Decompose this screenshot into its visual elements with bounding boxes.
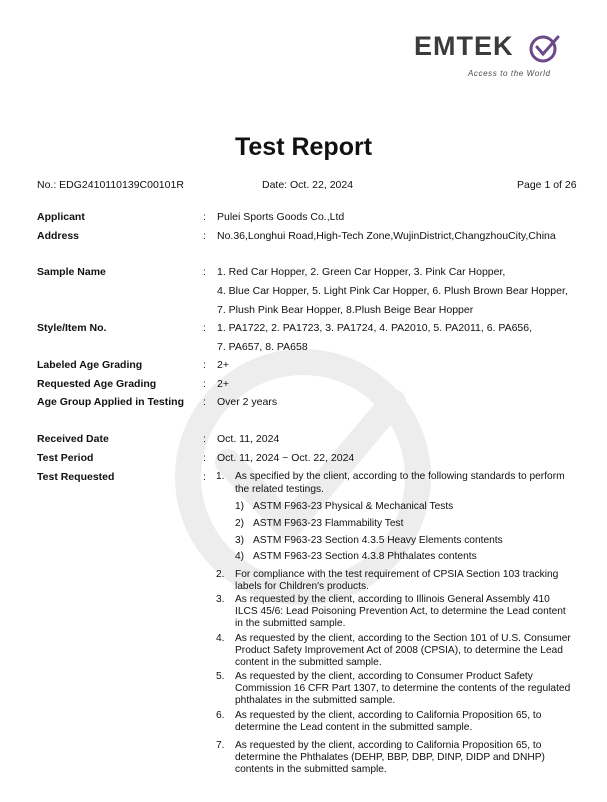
colon: : — [203, 211, 206, 223]
colon: : — [203, 378, 206, 390]
test-item-line: phthalates in the submitted sample. — [235, 695, 396, 706]
address-value: No.36,Longhui Road,High-Tech Zone,WujinDistrict,ChangzhouCity,China — [217, 230, 556, 242]
labeled-age-label: Labeled Age Grading — [37, 359, 143, 371]
requested-age-label: Requested Age Grading — [37, 378, 157, 390]
requested-age-value: 2+ — [217, 378, 229, 390]
colon: : — [203, 433, 206, 445]
colon: : — [203, 452, 206, 464]
test-item-number: 3. — [216, 594, 225, 605]
colon: : — [203, 359, 206, 371]
colon: : — [203, 266, 206, 278]
test-item-line: ILCS 45/6: Lead Poisoning Prevention Act, to determine the Lead content — [235, 606, 566, 617]
standard-number: 3) — [235, 535, 245, 546]
test-item-line: For compliance with the test requirement of CPSIA Section 103 tracking — [235, 569, 559, 580]
test-item-number: 4. — [216, 633, 225, 644]
logo-tagline: Access to the World — [468, 69, 551, 78]
test-item-line: As requested by the client, according to California Proposition 65, to — [235, 740, 542, 751]
test-item-number: 1. — [216, 471, 225, 482]
style-item-line: 7. PA657, 8. PA658 — [217, 341, 308, 353]
report-number: No.: EDG2410110139C00101R — [37, 179, 184, 191]
test-item-line: As requested by the client, according to Illinois General Assembly 410 — [235, 594, 550, 605]
colon: : — [203, 396, 206, 408]
style-item-label: Style/Item No. — [37, 322, 107, 334]
page-number: Page 1 of 26 — [517, 179, 577, 191]
labeled-age-value: 2+ — [217, 359, 229, 371]
test-item-line: As requested by the client, according to California Proposition 65, to — [235, 710, 542, 721]
style-item-line: 1. PA1722, 2. PA1723, 3. PA1724, 4. PA2010, 5. PA2011, 6. PA656, — [217, 322, 533, 334]
test-item-line: Commission 16 CFR Part 1307, to determine the contents of the regulated — [235, 683, 571, 694]
colon: : — [203, 471, 206, 483]
test-item-line: As requested by the client, according to the Section 101 of U.S. Consumer — [235, 633, 571, 644]
colon: : — [203, 230, 206, 242]
sample-name-line: 4. Blue Car Hopper, 5. Light Pink Car Hopper, 6. Plush Brown Bear Hopper, — [217, 285, 568, 297]
received-date-value: Oct. 11, 2024 — [217, 433, 280, 445]
sample-name-line: 7. Plush Pink Bear Hopper, 8.Plush Beige Bear Hopper — [217, 304, 474, 316]
age-group-label: Age Group Applied in Testing — [37, 396, 184, 408]
page-title: Test Report — [234, 133, 373, 161]
sample-name-label: Sample Name — [37, 266, 106, 278]
address-label: Address — [37, 230, 80, 242]
test-item-line: labels for Children's products. — [235, 581, 369, 592]
test-item-number: 6. — [216, 710, 225, 721]
test-item-number: 2. — [216, 569, 225, 580]
test-period-value: Oct. 11, 2024 ~ Oct. 22, 2024 — [217, 452, 355, 464]
test-item-line: contents in the submitted sample. — [235, 764, 387, 775]
applicant-value: Pulei Sports Goods Co.,Ltd — [217, 211, 345, 223]
test-item-line: determine the Phthalates (DEHP, BBP, DBP, DINP, DIDP and DNHP) — [235, 752, 545, 763]
logo-check-icon — [528, 34, 562, 64]
test-item-number: 5. — [216, 671, 225, 682]
age-group-value: Over 2 years — [217, 396, 278, 408]
standard-text: ASTM F963-23 Physical & Mechanical Tests — [253, 501, 454, 512]
report-date: Date: Oct. 22, 2024 — [262, 179, 354, 191]
test-item-line: determine the Lead content in the submitted sample. — [235, 722, 473, 733]
applicant-label: Applicant — [37, 211, 85, 223]
test-item-number: 7. — [216, 740, 225, 751]
received-date-label: Received Date — [37, 433, 109, 445]
test-period-label: Test Period — [37, 452, 94, 464]
test-item-line: Product Safety Improvement Act of 2008 (CPSIA), to determine the Lead — [235, 645, 563, 656]
test-item-line: As specified by the client, according to the following standards to perform — [235, 471, 565, 482]
standard-text: ASTM F963-23 Flammability Test — [253, 518, 404, 529]
company-logo: EMTEK — [414, 31, 514, 61]
test-item-line: content in the submitted sample. — [235, 657, 382, 668]
colon: : — [203, 322, 206, 334]
test-item-line: As requested by the client, according to Consumer Product Safety — [235, 671, 533, 682]
standard-text: ASTM F963-23 Section 4.3.5 Heavy Elements contents — [253, 535, 503, 546]
test-item-line: in the submitted sample. — [235, 618, 346, 629]
test-requested-label: Test Requested — [37, 471, 115, 483]
standard-text: ASTM F963-23 Section 4.3.8 Phthalates contents — [253, 551, 477, 562]
standard-number: 2) — [235, 518, 245, 529]
standard-number: 1) — [235, 501, 245, 512]
test-item-line: the related testings. — [235, 484, 324, 495]
sample-name-line: 1. Red Car Hopper, 2. Green Car Hopper, 3. Pink Car Hopper, — [217, 266, 506, 278]
standard-number: 4) — [235, 551, 245, 562]
